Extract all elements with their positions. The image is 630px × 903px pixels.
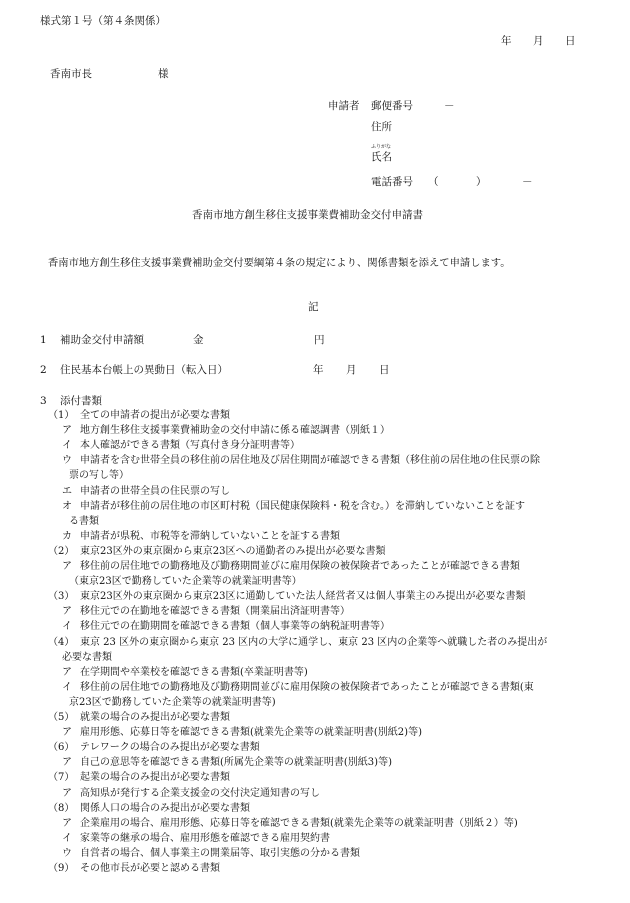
attachment-text: る書類 [69,515,99,527]
attachment-mark: （4） [48,636,75,648]
attachment-text: 移住前の居住地での勤務地及び勤務期間並びに雇用保険の被保険者であったことが確認できる書類 [80,561,520,572]
attachment-mark: （7） [48,772,75,784]
date-month-label: 月 [533,35,544,47]
item2-number: 2 [40,364,47,376]
attachment-text: 票の写し等） [69,470,129,482]
document-title: 香南市地方創生移住支援事業費補助金交付申請書 [192,209,423,221]
attachment-mark: エ [62,485,72,497]
attachment-text: 東京23区外の東京圏から東京23区への通勤者のみ提出が必要な書類 [80,545,386,557]
attachment-text: 関係人口の場合のみ提出が必要な書類 [80,802,250,814]
attachment-mark: （5） [48,712,75,723]
attachment-text: 東京23区外の東京圏から東京23区に通勤していた法人経営者又は個人事業主のみ提出が必要な書類 [80,591,526,603]
attachment-text: 申請者を含む世帯全員の移住前の居住地及び居住期間が確認できる書類（移住前の居住地の住民票の除 [80,455,540,467]
item2-day: 日 [379,364,390,376]
phone-separator: － [522,176,533,188]
ki-heading: 記 [308,301,319,313]
attachment-text: 申請者が県税、市税等を滞納していないことを証する書類 [80,530,340,542]
attachment-mark: イ [62,681,72,693]
attachment-mark: ア [62,757,72,769]
attachment-mark: （3） [48,591,75,603]
attachment-mark: オ [62,500,72,512]
item3-number: 3 [40,395,47,407]
attachment-mark: ア [62,606,72,618]
attachment-text: 移住前の居住地での勤務地及び勤務期間並びに雇用保険の被保険者であったことが確認できる書類(東 [80,681,534,693]
attachment-mark: （6） [48,742,75,754]
attachment-text: 本人確認ができる書類（写真付き身分証明書等） [80,440,300,452]
item1-label: 補助金交付申請額 [60,334,144,346]
attachment-mark: ア [62,561,72,572]
item2-label: 住民基本台帳上の異動日（転入日） [60,364,228,376]
item2-month: 月 [346,364,357,376]
attachment-mark: イ [62,832,72,844]
attachment-mark: ウ [62,847,72,859]
date-day-label: 日 [565,35,576,47]
attachment-text: 雇用形態、応募日等を確認できる書類(就業先企業等の就業証明書(別紙2)等) [80,727,422,739]
item1-number: 1 [40,334,47,346]
postal-code-separator: － [444,100,455,112]
postal-code-label: 郵便番号 [371,100,413,112]
attachment-text: 高知県が発行する企業支援金の交付決定通知書の写し [80,787,320,799]
item3-label: 添付書類 [60,395,102,407]
attachment-text: 東京 23 区外の東京圏から東京 23 区内の大学に通学し、東京 23 区内の企業等へ就職した者のみ提出が [80,636,548,648]
attachment-text: 起業の場合のみ提出が必要な書類 [80,772,230,784]
attachment-mark: （8） [48,802,75,814]
attachment-text: 自営者の場合、個人事業主の開業届等、取引実態の分かる書類 [80,847,360,859]
attachment-text: テレワークの場合のみ提出が必要な書類 [80,742,260,754]
attachment-text: 必要な書類 [62,651,112,663]
name-label: 氏名 [371,151,392,163]
intro-text: 香南市地方創生移住支援事業費補助金交付要綱第４条の規定により、関係書類を添えて申請します。 [48,257,511,269]
phone-close-paren: ） [476,176,487,188]
attachment-mark: ア [62,425,72,437]
attachment-mark: イ [62,621,72,633]
attachment-mark: （2） [48,545,75,557]
item1-currency: 金 [193,334,204,346]
attachment-text: 移住元での在勤期間を確認できる書類（個人事業等の納税証明書等） [80,621,390,633]
attachment-text: 申請者が移住前の居住地の市区町村税（国民健康保険料・税を含む。）を滞納していないことを証す [80,500,525,512]
attachment-text: （東京23区で勤務していた企業等の就業証明書等） [69,576,302,588]
attachment-text: 申請者の世帯全員の住民票の写し [80,485,230,497]
furigana-label: ふりがな [371,144,392,150]
attachment-mark: ア [62,787,72,799]
applicant-label: 申請者 [328,100,360,112]
attachment-mark: ウ [62,455,72,467]
attachment-text: 家業等の継承の場合、雇用形態を確認できる雇用契約書 [80,832,330,844]
attachment-text: 全ての申請者の提出が必要な書類 [80,410,230,421]
attachment-mark: （9） [48,863,75,874]
attachment-text: 就業の場合のみ提出が必要な書類 [80,712,230,723]
item1-unit: 円 [314,334,325,346]
attachment-text: 自己の意思等を確認できる書類(所属先企業等の就業証明書(別紙3)等) [80,757,392,769]
phone-open-paren: （ [428,176,439,188]
attachment-mark: カ [62,530,72,542]
attachment-mark: ア [62,727,72,739]
form-number: 様式第１号（第４条関係） [40,15,166,27]
phone-label: 電話番号 [371,176,413,188]
attachment-text: 企業雇用の場合、雇用形態、応募日等を確認できる書類(就業先企業等の就業証明書（別紙２）等) [80,817,518,829]
attachment-text: その他市長が必要と認める書類 [80,863,220,874]
attachment-text: 地方創生移住支援事業費補助金の交付申請に係る確認調書（別紙１） [80,425,390,437]
attachment-text: 在学期間や卒業校を確認できる書類(卒業証明書等) [80,666,308,678]
attachment-text: 移住元での在勤地を確認できる書類（開業届出済証明書等） [80,606,350,618]
addressee-honorific: 様 [158,68,169,80]
attachment-mark: イ [62,440,72,452]
attachment-mark: （1） [48,410,75,421]
date-year-label: 年 [501,35,512,47]
addressee-name: 香南市長 [50,68,92,80]
address-label: 住所 [371,121,392,133]
item2-year: 年 [313,364,324,376]
attachment-mark: ア [62,666,72,678]
attachment-mark: ア [62,817,72,829]
attachment-text: 京23区で勤務していた企業等の就業証明書等) [69,696,276,708]
